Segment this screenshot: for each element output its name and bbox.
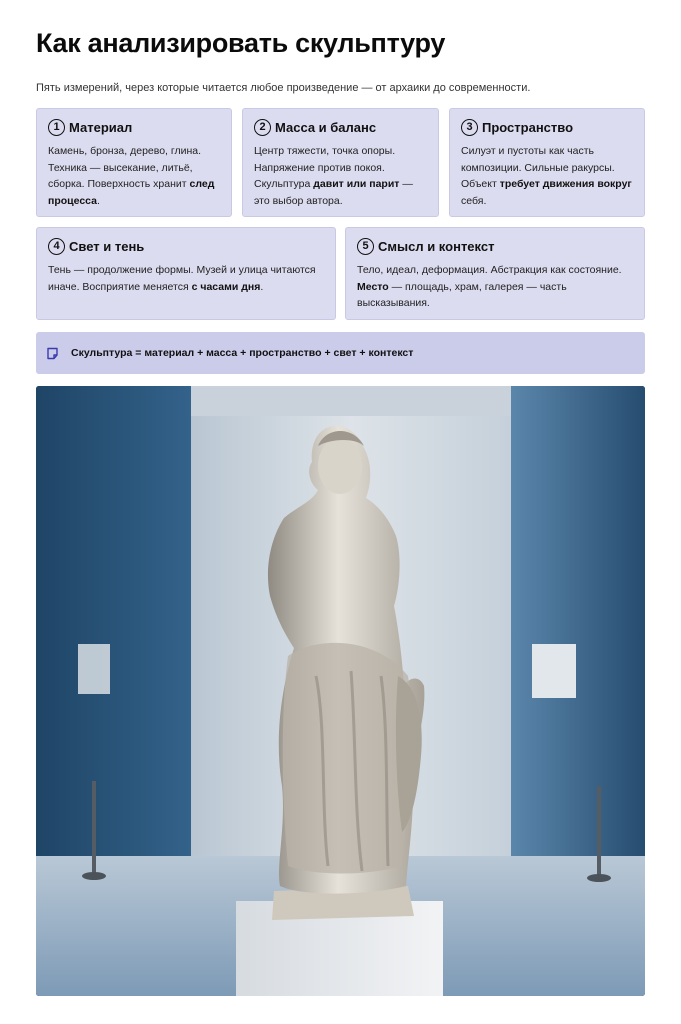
- card-text: Центр тяжести, точка опоры. Напряжение против покоя. Скульптура давит или парит — это выбор автора.: [254, 145, 413, 207]
- card-title: Масса и баланс: [275, 120, 377, 135]
- card-title: Пространство: [482, 120, 574, 135]
- page-subtitle: Пять измерений, через которые читается любое произведение — от архаики до современности.: [36, 82, 531, 94]
- formula-text: Скульптура = материал + масса + пространство + свет + контекст: [71, 347, 414, 359]
- card-text: Камень, бронза, дерево, глина. Техника — высекание, литьё, сборка. Поверхность хранит след процесса.: [48, 145, 215, 207]
- card-meaning-context: [345, 227, 645, 320]
- card-space: [449, 108, 645, 217]
- card-text: Тело, идеал, деформация. Абстракция как состояние. Место — площадь, храм, галерея — часть высказывания.: [357, 264, 622, 309]
- number-badge: 2: [254, 119, 271, 136]
- card-material: [36, 108, 232, 217]
- sculpture-photo: [36, 386, 645, 996]
- number-badge: 5: [357, 238, 374, 255]
- card-title: Свет и тень: [69, 239, 145, 254]
- formula-banner: [36, 332, 645, 374]
- card-title: Материал: [69, 120, 133, 135]
- card-text: Тень — продолжение формы. Музей и улица читаются иначе. Восприятие меняется с часами дня.: [48, 264, 316, 293]
- card-light-shadow: [36, 227, 336, 320]
- card-mass-balance: [242, 108, 439, 217]
- card-title: Смысл и контекст: [378, 239, 495, 254]
- card-text: Силуэт и пустоты как часть композиции. Сильные ракурсы. Объект требует движения вокруг себя.: [461, 145, 632, 207]
- note-icon: [46, 347, 59, 360]
- page-title: Как анализировать скульптуру: [36, 28, 446, 58]
- number-badge: 4: [48, 238, 65, 255]
- number-badge: 1: [48, 119, 65, 136]
- number-badge: 3: [461, 119, 478, 136]
